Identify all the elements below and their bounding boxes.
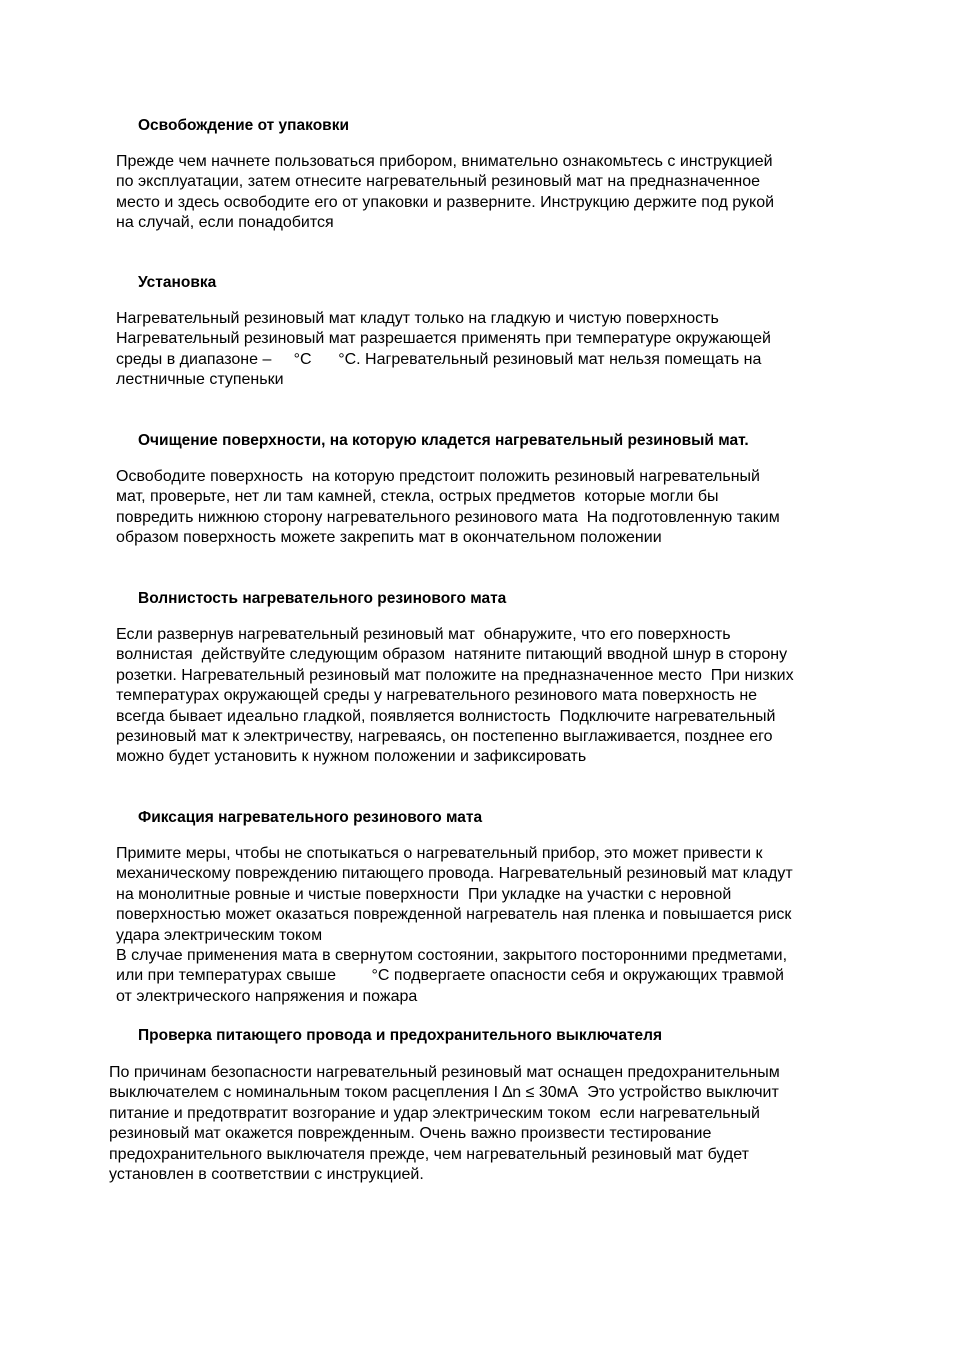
text-line: удара электрическим током <box>116 926 323 944</box>
text-line: Освободите поверхность на которую предстоит положить резиновый нагревательный <box>116 468 760 485</box>
text-line: на случай, если понадобится <box>116 214 334 232</box>
section-heading-waviness: Волнистость нагревательного резинового мата <box>138 590 507 607</box>
text-line: предохранительного выключателя прежде, чем нагревательный резиновый мат будет <box>109 1145 749 1163</box>
text-line: среды в диапазоне – °C °C. Нагревательный резиновый мат нельзя помещать на <box>116 350 762 368</box>
text-line: Если развернув нагревательный резиновый мат обнаружите, что его поверхность <box>116 626 731 643</box>
text-line: лестничные ступеньки <box>116 371 284 389</box>
text-line: В случае применения мата в свернутом состоянии, закрытого посторонними предметами, <box>116 947 788 965</box>
text-line: по эксплуатации, затем отнесите нагревательный резиновый мат на предназначенное <box>116 173 761 191</box>
text-line: всегда бывает идеально гладкой, появляется волнистость Подключите нагревательный <box>116 707 776 725</box>
text-line: температурах окружающей среды у нагревательного резинового мата поверхность не <box>116 687 758 705</box>
text-line: на монолитные ровные и чистые поверхности При укладке на участки с неровной <box>116 885 732 903</box>
text-line: выключателем с номинальным током расцепления I ∆n ≤ 30мА Это устройство выключит <box>109 1084 779 1102</box>
text-line: от электрического напряжения и пожара <box>116 987 418 1005</box>
text-line: место и здесь освободите его от упаковки и разверните. Инструкцию держите под рукой <box>116 193 775 211</box>
section-heading-fixation: Фиксация нагревательного резинового мата <box>138 809 483 826</box>
text-line: мат, проверьте, нет ли там камней, стекла, острых предметов которые могли бы <box>116 488 719 506</box>
section-text-surface-cleaning <box>116 467 780 549</box>
section-text-installation <box>116 309 771 391</box>
text-line: установлен в соответствии с инструкцией. <box>109 1166 424 1184</box>
text-line: По причинам безопасности нагревательный резиновый мат оснащен предохранительным <box>109 1064 780 1081</box>
section-heading-installation: Установка <box>138 274 217 291</box>
text-line: волнистая действуйте следующим образом натяните питающий вводной шнур в сторону <box>116 646 788 664</box>
section-heading-unpacking: Освобождение от упаковки <box>138 117 349 134</box>
section-heading-cord-check: Проверка питающего провода и предохранительного выключателя <box>138 1027 663 1044</box>
text-line: образом поверхность можете закрепить мат в окончательном положении <box>116 529 662 547</box>
text-line: механическому повреждению питающего провода. Нагревательный резиновый мат кладут <box>116 865 793 883</box>
section-heading-surface-cleaning: Очищение поверхности, на которую кладется нагревательный резиновый мат. <box>138 432 749 449</box>
text-line: Нагревательный резиновый мат разрешается применять при температуре окружающей <box>116 330 771 348</box>
text-line: Нагревательный резиновый мат кладут только на гладкую и чистую поверхность <box>116 310 719 327</box>
section-text-unpacking <box>116 152 774 234</box>
text-line: питание и предотвратит возгорание и удар электрическим током если нагревательный <box>109 1104 760 1122</box>
section-text-waviness <box>116 625 794 768</box>
text-line: поверхностью может оказаться поврежденной нагреватель ная пленка и повышается риск <box>116 906 792 924</box>
text-line: Примите меры, чтобы не спотыкаться о нагревательный прибор, это может привести к <box>116 845 763 862</box>
text-line: Прежде чем начнете пользоваться прибором, внимательно ознакомьтесь с инструкцией <box>116 153 773 170</box>
text-line: или при температурах свыше °C подвергаете опасности себя и окружающих травмой <box>116 967 784 985</box>
section-text-fixation <box>116 844 793 1007</box>
section-text-cord-check <box>109 1063 780 1185</box>
text-line: повредить нижнюю сторону нагревательного резинового мата На подготовленную таким <box>116 508 780 526</box>
text-line: резиновый мат окажется поврежденным. Очень важно произвести тестирование <box>109 1125 712 1143</box>
text-line: можно будет установить к нужном положении и зафиксировать <box>116 748 587 766</box>
text-line: резиновый мат к электричеству, нагреваясь, он постепенно выглаживается, позднее его <box>116 728 773 746</box>
text-line: розетки. Нагревательный резиновый мат положите на предназначенное место При низких <box>116 666 794 684</box>
